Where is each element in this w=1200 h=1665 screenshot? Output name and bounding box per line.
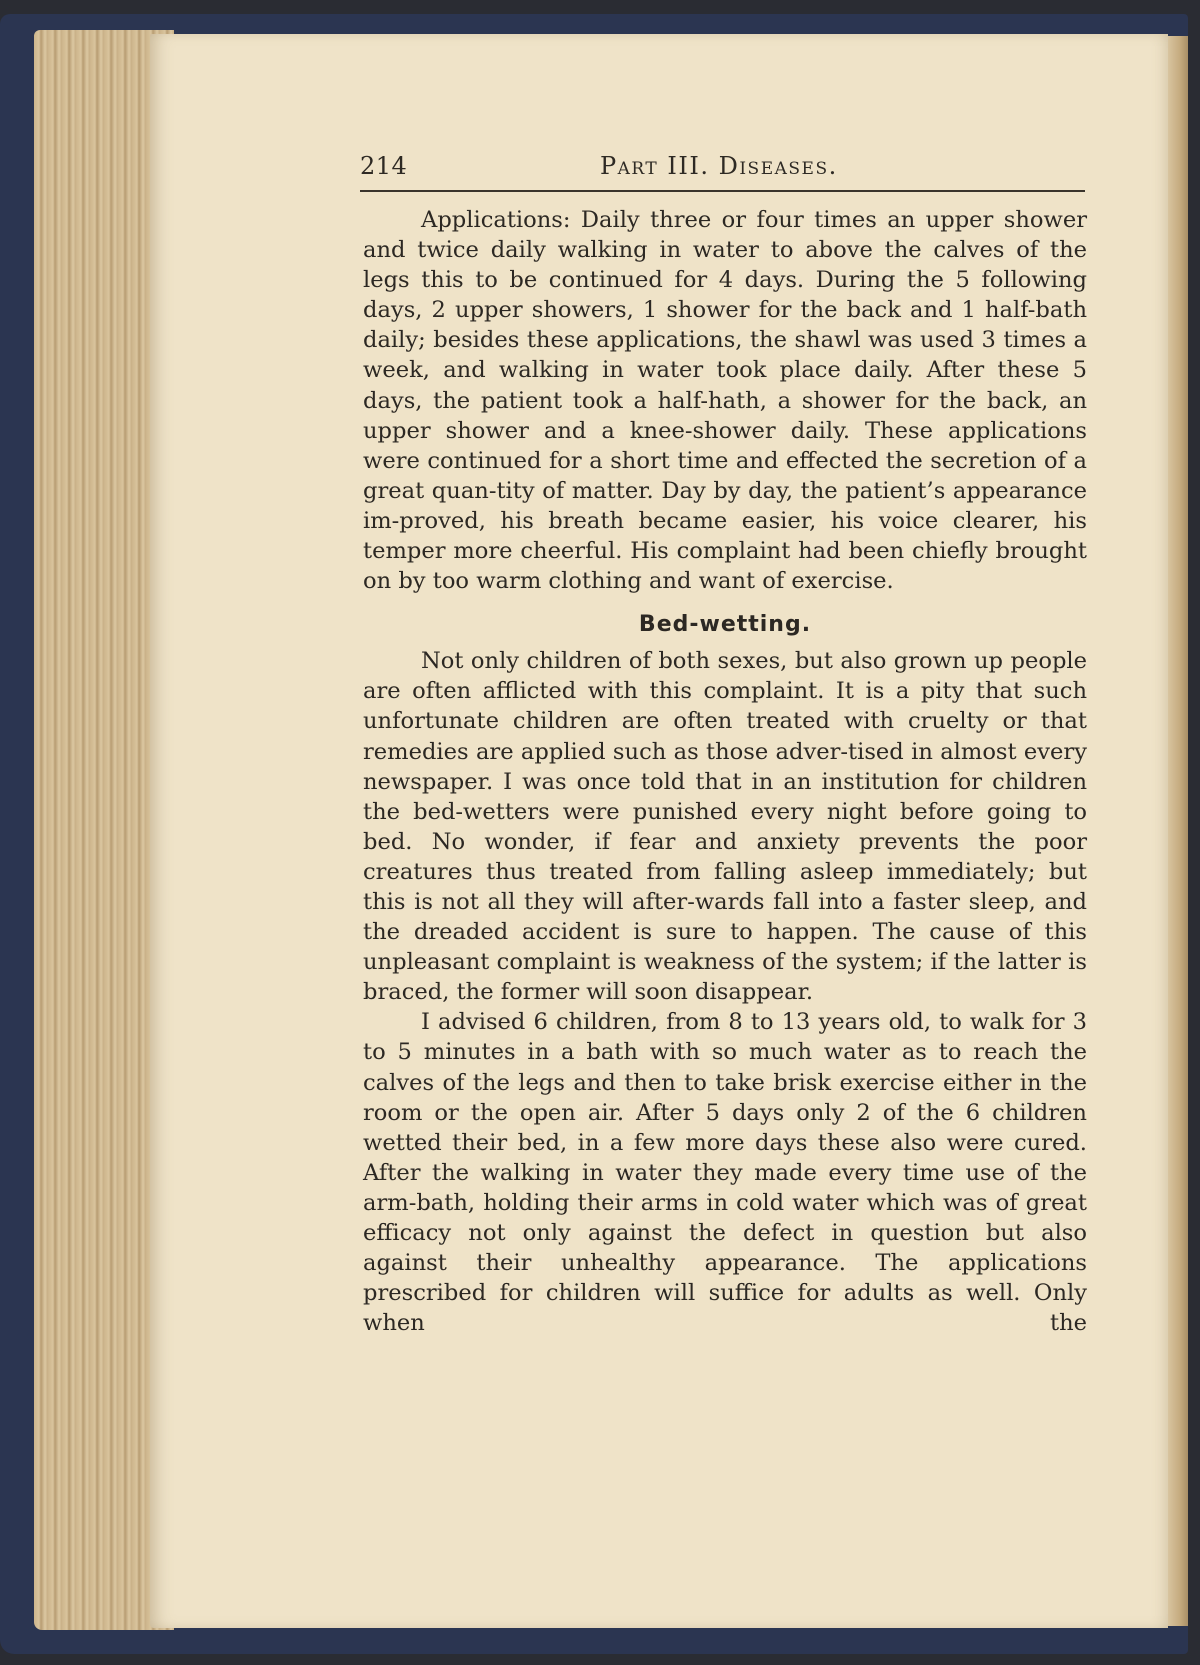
running-head: Part III. Diseases. [600, 152, 838, 180]
body-text [363, 205, 1087, 1338]
page-header [360, 152, 1085, 182]
paragraph-applications: Applications: Daily three or four times an upper shower and twice daily walking in water to above the calves of the legs this to be continued for 4 days. During the 5 following days, 2 upper showers, 1 shower for the back and 1 half-bath daily; besides these applications, the shawl was used 3 times a week, and walking in water took place daily. After these 5 days, the patient took a half-hath, a shower for the back, an upper shower and a knee-shower daily. These applications were continued for a short time and effected the secretion of a great quan-tity of matter. Day by day, the patient’s appearance im-proved, his breath became easier, his voice clearer, his temper more cheerful. His complaint had been chiefly brought on by too warm clothing and want of exercise. [363, 207, 1087, 595]
paragraph-bed-wetting-treatment: I advised 6 children, from 8 to 13 years old, to walk for 3 to 5 minutes in a bath with so much water as to reach the calves of the legs and then to take brisk exercise either in the room or the open air. After 5 days only 2 of the 6 children wetted their bed, in a few more days these also were cured. After the walking in water they made every time use of the arm-bath, holding their arms in cold water which was of great efficacy not only against the defect in question but also against their unhealthy appearance. The applications prescribed for children will suffice for adults as well. Only when the [363, 1009, 1087, 1337]
paragraph-bed-wetting-intro: Not only children of both sexes, but also grown up people are often afflicted with this complaint. It is a pity that such unfortunate children are often treated with cruelty or that remedies are applied such as those adver-tised in almost every newspaper. I was once told that in an institution for children the bed-wetters were punished every night before going to bed. No wonder, if fear and anxiety prevents the poor creatures thus treated from falling asleep immediately; but this is not all they will after-wards fall into a faster sleep, and the dreaded accident is sure to happen. The cause of this unpleasant complaint is weakness of the system; if the latter is braced, the former will soon disappear. [363, 648, 1087, 1006]
section-title: Bed-wetting. [638, 612, 812, 638]
right-page-edge [1168, 36, 1188, 1626]
header-rule [360, 190, 1085, 192]
page-number: 214 [360, 152, 408, 180]
